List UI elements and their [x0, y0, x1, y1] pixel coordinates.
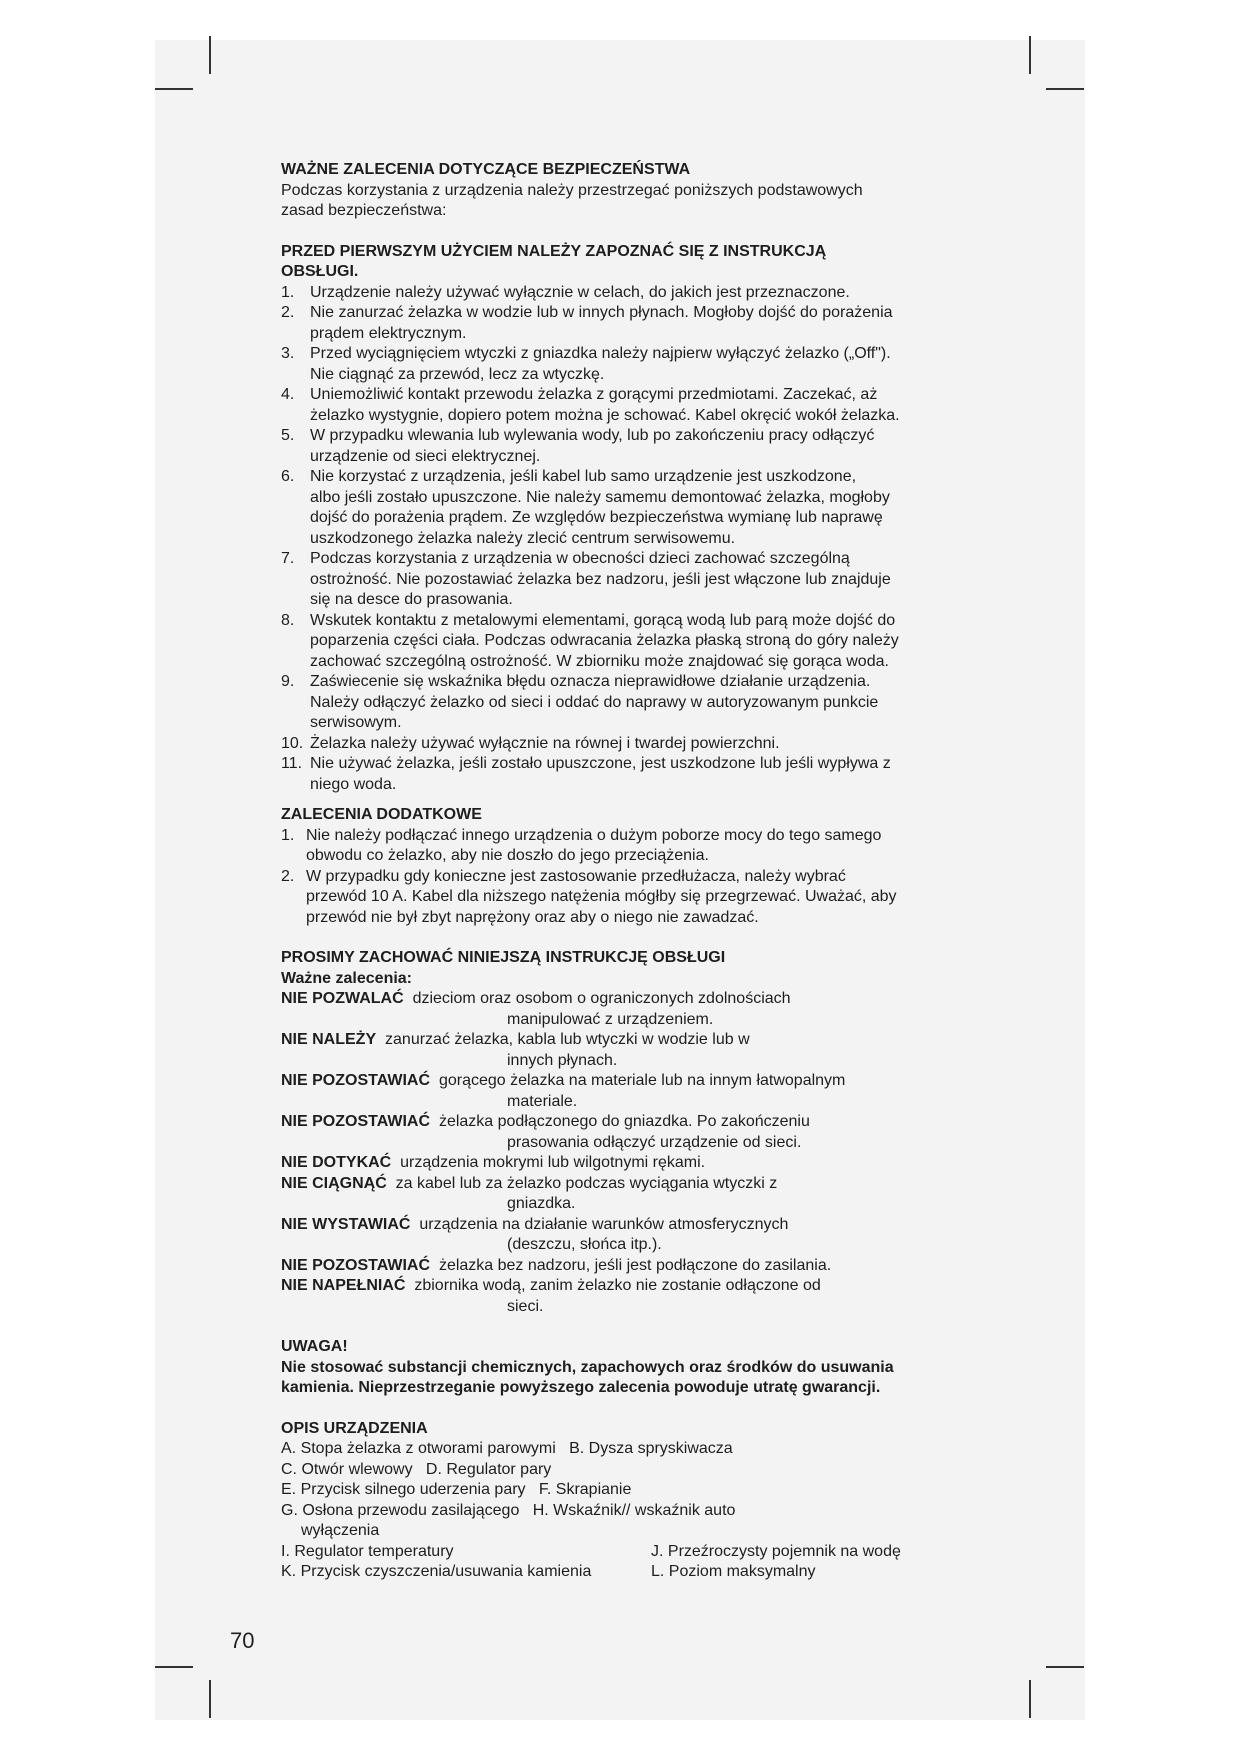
keep-subheading: Ważne zalecenia:	[281, 969, 413, 987]
list-item-text: Nie należy podłączać innego urządzenia o dużym poborze mocy do tego samego	[306, 826, 882, 844]
warning-text: zbiornika wodą, zanim żelazko nie zostanie odłączone od	[414, 1277, 821, 1294]
additional-section	[281, 805, 981, 928]
warning-keyword: NIE POZWALAĆ	[281, 990, 404, 1007]
before-use-heading: PRZED PIERWSZYM UŻYCIEM NALEŻY ZAPOZNAĆ SIĘ Z INSTRUKCJĄ	[281, 242, 827, 260]
list-item	[281, 867, 981, 929]
caution-section	[281, 1337, 981, 1399]
safety-list	[281, 283, 981, 796]
part-label: I. Regulator temperatury	[281, 1542, 454, 1560]
caution-text: kamienia. Nieprzestrzeganie powyższego zalecenia powoduje utratę gwarancji.	[281, 1379, 881, 1396]
warning-item	[281, 1215, 981, 1256]
list-item-text: Żelazka należy używać wyłącznie na równej i twardej powierzchni.	[310, 734, 780, 752]
list-item-number: 3.	[281, 345, 295, 362]
warning-continuation: sieci.	[507, 1297, 544, 1315]
part-label: J. Przeźroczysty pojemnik na wodę	[651, 1542, 901, 1560]
crop-mark	[1046, 88, 1084, 90]
list-item	[281, 467, 981, 549]
list-item-text: Zaświecenie się wskaźnika błędu oznacza nieprawidłowe działanie urządzenia.	[310, 673, 871, 690]
warning-text: urządzenia na działanie warunków atmosferycznych	[419, 1215, 789, 1233]
warning-item	[281, 1153, 981, 1174]
list-item-number: 4.	[281, 386, 295, 403]
keep-section	[281, 948, 981, 1317]
list-item-text: Nie używać żelazka, jeśli zostało upuszczone, jest uszkodzone lub jeśli wypływa z	[310, 755, 891, 772]
crop-mark	[209, 1680, 211, 1718]
list-item-text: się na desce do prasowania.	[310, 591, 513, 608]
list-item-text: serwisowym.	[310, 714, 402, 731]
warning-keyword: NIE NALEŻY	[281, 1031, 377, 1048]
warning-text: żelazka podłączonego do gniazdka. Po zakończeniu	[438, 1113, 810, 1130]
list-item-text: niego woda.	[310, 775, 397, 793]
list-item	[281, 734, 981, 755]
warning-continuation: gniazdka.	[507, 1195, 576, 1212]
list-item-text: Nie zanurzać żelazka w wodzie lub w innych płynach. Mogłoby dojść do porażenia	[310, 304, 893, 321]
list-item-number: 1.	[281, 826, 295, 844]
crop-mark	[155, 1666, 193, 1668]
warning-keyword: NIE WYSTAWIAĆ	[281, 1215, 411, 1233]
warning-continuation: (deszczu, słońca itp.).	[507, 1236, 662, 1253]
warning-text: urządzenia mokrymi lub wilgotnymi rękami.	[400, 1154, 706, 1171]
part-label: K. Przycisk czyszczenia/usuwania kamienia	[281, 1563, 592, 1580]
warning-keyword: NIE POZOSTAWIAĆ	[281, 1072, 431, 1089]
keep-heading: PROSIMY ZACHOWAĆ NINIEJSZĄ INSTRUKCJĘ OBSŁUGI	[281, 949, 726, 966]
list-item	[281, 549, 981, 611]
warning-item	[281, 989, 981, 1030]
list-item	[281, 672, 981, 734]
safety-heading: WAŻNE ZALECENIA DOTYCZĄCE BEZPIECZEŃSTWA	[281, 161, 691, 178]
list-item-text: Urządzenie należy używać wyłącznie w celach, do jakich jest przeznaczone.	[310, 283, 850, 301]
description-section	[281, 1419, 981, 1583]
list-item-number: 5.	[281, 427, 295, 444]
list-item-text: Uniemożliwić kontakt przewodu żelazka z gorącymi przedmiotami. Zaczekać, aż	[310, 386, 878, 403]
warning-keyword: NIE NAPEŁNIAĆ	[281, 1277, 406, 1294]
before-use-heading: OBSŁUGI.	[281, 263, 359, 280]
warning-continuation: prasowania odłączyć urządzenie od sieci.	[507, 1133, 802, 1151]
warning-item	[281, 1174, 981, 1215]
warning-keyword: NIE DOTYKAĆ	[281, 1154, 392, 1171]
list-item	[281, 826, 981, 867]
list-item	[281, 385, 981, 426]
warning-text: dzieciom oraz osobom o ograniczonych zdolnościach	[412, 990, 791, 1007]
list-item	[281, 283, 981, 304]
list-item-number: 9.	[281, 673, 295, 690]
list-item-number: 10.	[281, 734, 304, 752]
crop-mark	[209, 36, 211, 74]
crop-mark	[1029, 36, 1031, 74]
warning-keyword: NIE POZOSTAWIAĆ	[281, 1113, 431, 1130]
list-item-number: 7.	[281, 550, 295, 567]
additional-heading: ZALECENIA DODATKOWE	[281, 806, 482, 823]
warning-text: za kabel lub za żelazko podczas wyciągania wtyczki z	[395, 1174, 778, 1192]
list-item-text: Nie korzystać z urządzenia, jeśli kabel lub samo urządzenie jest uszkodzone,	[310, 468, 857, 485]
warnings-list	[281, 989, 981, 1317]
parts-line: A. Stopa żelazka z otworami parowymi B. Dysza spryskiwacza	[281, 1440, 733, 1457]
list-item-text: W przypadku gdy konieczne jest zastosowanie przedłużacza, należy wybrać	[306, 867, 846, 885]
list-item	[281, 426, 981, 467]
caution-heading: UWAGA!	[281, 1338, 348, 1355]
list-item-text: W przypadku wlewania lub wylewania wody, lub po zakończeniu pracy odłączyć	[310, 427, 875, 444]
safety-section	[281, 160, 981, 795]
list-item-text: prądem elektrycznym.	[310, 324, 467, 342]
list-item-text: uszkodzonego żelazka należy zlecić centrum serwisowemu.	[310, 529, 736, 547]
page-number: 70	[230, 1628, 255, 1653]
description-heading: OPIS URZĄDZENIA	[281, 1419, 428, 1437]
warning-keyword: NIE POZOSTAWIAĆ	[281, 1256, 431, 1274]
list-item	[281, 303, 981, 344]
list-item-number: 2.	[281, 867, 295, 885]
part-label: L. Poziom maksymalny	[651, 1563, 816, 1580]
list-item-text: Wskutek kontaktu z metalowymi elementami, gorącą wodą lub parą może dojść do	[310, 611, 896, 629]
list-item-text: zachować szczególną ostrożność. W zbiorniku może znajdować się gorąca woda.	[310, 652, 889, 670]
parts-line: wyłączenia	[301, 1522, 380, 1539]
warning-item	[281, 1030, 981, 1071]
list-item-text: Nie ciągnąć za przewód, lecz za wtyczkę.	[310, 365, 605, 383]
list-item	[281, 611, 981, 673]
list-item-number: 6.	[281, 468, 295, 485]
list-item-text: albo jeśli zostało upuszczone. Nie należy samemu demontować żelazka, mogłoby	[310, 488, 890, 506]
list-item-text: poparzenia części ciała. Podczas odwracania żelazka płaską stroną do góry należy	[310, 632, 899, 649]
list-item	[281, 754, 981, 795]
crop-mark	[1046, 1666, 1084, 1668]
list-item-text: Podczas korzystania z urządzenia w obecności dzieci zachować szczególną	[310, 550, 850, 567]
warning-item	[281, 1276, 981, 1317]
safety-intro: zasad bezpieczeństwa:	[281, 202, 447, 219]
list-item-number: 1.	[281, 283, 295, 301]
warning-keyword: NIE CIĄGNĄĆ	[281, 1174, 387, 1192]
list-item-text: Przed wyciągnięciem wtyczki z gniazdka należy najpierw wyłączyć żelazko („Off").	[310, 345, 891, 362]
safety-intro: Podczas korzystania z urządzenia należy przestrzegać poniższych podstawowych	[281, 181, 863, 199]
parts-line: E. Przycisk silnego uderzenia pary F. Skrapianie	[281, 1481, 632, 1498]
crop-mark	[1029, 1680, 1031, 1718]
parts-row	[281, 1542, 981, 1563]
warning-text: zanurzać żelazka, kabla lub wtyczki w wodzie lub w	[385, 1031, 750, 1048]
warning-continuation: manipulować z urządzeniem.	[507, 1010, 714, 1028]
additional-list	[281, 826, 981, 929]
list-item-number: 2.	[281, 304, 295, 321]
parts-row	[281, 1562, 981, 1583]
list-item-number: 11.	[281, 755, 303, 772]
list-item-text: urządzenie od sieci elektrycznej.	[310, 447, 541, 465]
list-item-text: dojść do porażenia prądem. Ze względów bezpieczeństwa wymianę lub naprawę	[310, 509, 883, 526]
warning-text: żelazka bez nadzoru, jeśli jest podłączone do zasilania.	[438, 1256, 832, 1274]
warning-item	[281, 1112, 981, 1153]
parts-line: C. Otwór wlewowy D. Regulator pary	[281, 1460, 552, 1478]
list-item-text: przewód 10 A. Kabel dla niższego natężenia mógłby się przegrzewać. Uważać, aby	[306, 888, 897, 905]
warning-continuation: materiale.	[507, 1092, 578, 1110]
list-item-text: obwodu co żelazko, aby nie doszło do jego przeciążenia.	[306, 847, 709, 864]
warning-item	[281, 1071, 981, 1112]
warning-continuation: innych płynach.	[507, 1051, 618, 1069]
warning-item	[281, 1256, 981, 1277]
list-item-text: ostrożność. Nie pozostawiać żelazka bez nadzoru, jeśli jest włączone lub znajduje	[310, 570, 891, 588]
list-item-text: przewód nie był zbyt naprężony oraz aby o niego nie zawadzać.	[306, 908, 759, 926]
list-item-number: 8.	[281, 611, 295, 629]
document-body	[281, 160, 981, 1583]
caution-text: Nie stosować substancji chemicznych, zapachowych oraz środków do usuwania	[281, 1358, 894, 1376]
parts-line: G. Osłona przewodu zasilającego H. Wskaźnik// wskaźnik auto	[281, 1501, 736, 1519]
crop-mark	[155, 88, 193, 90]
list-item-text: żelazko wystygnie, dopiero potem można je schować. Kabel okręcić wokół żelazka.	[310, 406, 900, 424]
list-item	[281, 344, 981, 385]
warning-text: gorącego żelazka na materiale lub na innym łatwopalnym	[438, 1072, 846, 1089]
list-item-text: Należy odłączyć żelazko od sieci i oddać do naprawy w autoryzowanym punkcie	[310, 693, 879, 711]
